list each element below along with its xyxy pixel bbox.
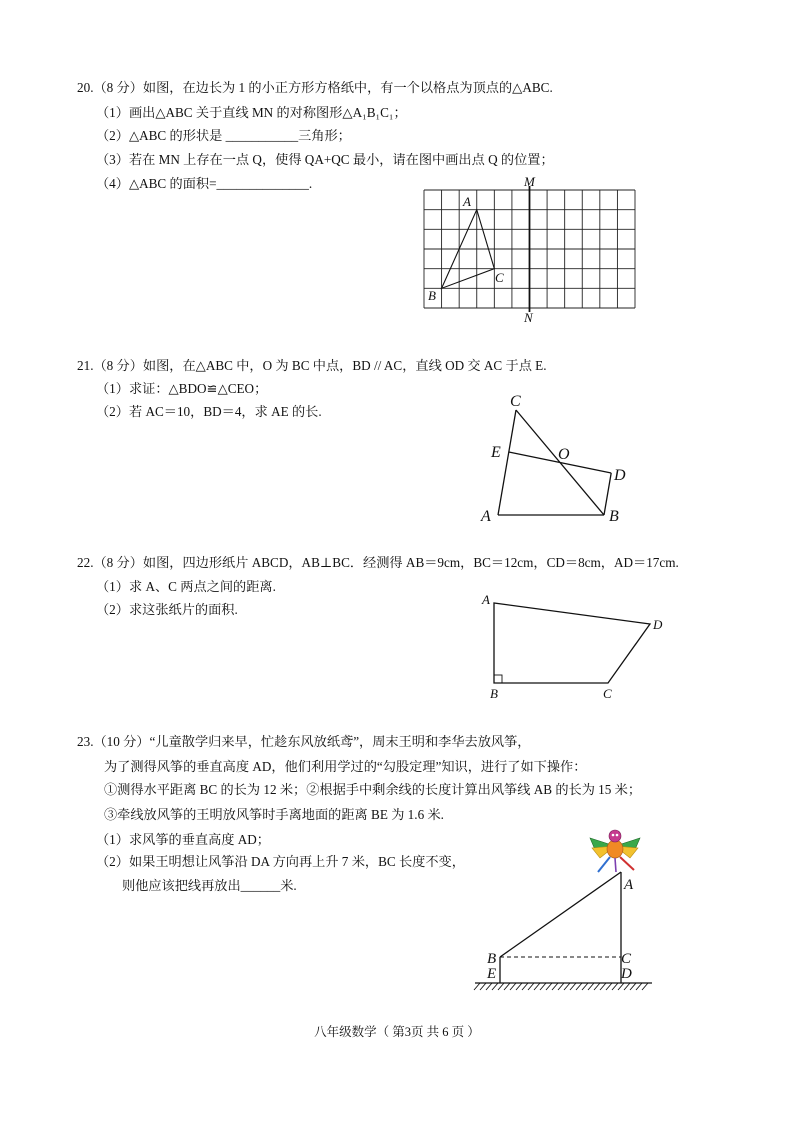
q20-item-1: （1）画出△ABC 关于直线 MN 的对称图形△A₁B₁C₁；: [96, 105, 407, 120]
q21-item-2: （2）若 AC＝10，BD＝4，求 AE 的长.: [96, 404, 322, 419]
label-a: A: [482, 592, 490, 607]
q21-triangle-figure: [475, 385, 635, 530]
label-c: C: [621, 951, 632, 967]
q21-item-1: （1）求证：△BDO≌△CEO；: [96, 381, 268, 396]
q20-grid-figure: [415, 170, 645, 330]
q22-quadrilateral-figure: [475, 585, 670, 705]
label-c: C: [510, 393, 521, 410]
q21-stem: 21.（8 分）如图，在△ABC 中，O 为 BC 中点，BD // AC，直线 OD 交 AC 于点 E.: [77, 358, 547, 373]
q23-line-1: 为了测得风筝的垂直高度 AD，他们利用学过的“勾股定理”知识，进行了如下操作：: [104, 759, 587, 774]
label-o: O: [558, 446, 570, 463]
kite-icon: [590, 830, 640, 872]
label-b: B: [609, 508, 619, 525]
label-b: B: [490, 686, 498, 701]
right-angle-mark: [494, 675, 502, 683]
q20-item-2: （2）△ABC 的形状是 ___________三角形；: [96, 128, 351, 143]
label-c: C: [603, 686, 612, 701]
label-a: A: [481, 508, 491, 525]
q23-kite-figure: [470, 820, 660, 995]
label-n: N: [524, 310, 533, 325]
q23-line-3: ③牵线放风筝的王明放风筝时手离地面的距离 BE 为 1.6 米.: [104, 807, 444, 822]
q23-item-1: （1）求风筝的垂直高度 AD；: [96, 832, 270, 847]
q23-item-2: （2）如果王明想让风筝沿 DA 方向再上升 7 米，BC 长度不变，: [96, 854, 465, 869]
q20-stem: 20.（8 分）如图，在边长为 1 的小正方形方格纸中，有一个以格点为顶点的△ABC.: [77, 80, 553, 95]
q22-item-2: （2）求这张纸片的面积.: [96, 602, 238, 617]
quadrilateral-abcd: [494, 603, 650, 683]
q20-item-3: （3）若在 MN 上存在一点 Q，使得 QA+QC 最小，请在图中画出点 Q 的位置；: [96, 152, 554, 167]
ground-hatching: [474, 983, 648, 990]
q20-item-4: （4）△ABC 的面积=______________.: [96, 176, 313, 191]
label-a: A: [624, 877, 634, 893]
label-e: E: [487, 966, 497, 982]
label-c: C: [495, 270, 504, 285]
q23-item-2-continued: 则他应该把线再放出______米.: [122, 878, 297, 893]
q22-stem: 22.（8 分）如图，四边形纸片 ABCD，AB⊥BC．经测得 AB＝9cm，BC＝12cm，CD＝8cm，AD＝17cm.: [77, 555, 679, 570]
segment-ac: [498, 410, 516, 515]
page-footer: 八年级数学（ 第3页 共 6 页 ）: [314, 1025, 480, 1039]
label-b: B: [428, 288, 436, 303]
segment-ab-kite-string: [500, 872, 621, 957]
q23-line-2: ①测得水平距离 BC 的长为 12 米；②根据手中剩余线的长度计算出风筝线 AB 的长为 15 米；: [104, 782, 642, 797]
label-m: M: [524, 174, 535, 189]
q22-item-1: （1）求 A、C 两点之间的距离.: [96, 579, 276, 594]
label-d: D: [653, 617, 663, 632]
label-b: B: [487, 951, 497, 967]
label-d: D: [621, 966, 632, 982]
q23-stem: 23.（10 分）“儿童散学归来早，忙趁东风放纸鸢”，周末王明和李华去放风筝，: [77, 734, 531, 749]
label-a: A: [463, 194, 471, 209]
label-e: E: [491, 444, 501, 461]
label-d: D: [614, 467, 626, 484]
